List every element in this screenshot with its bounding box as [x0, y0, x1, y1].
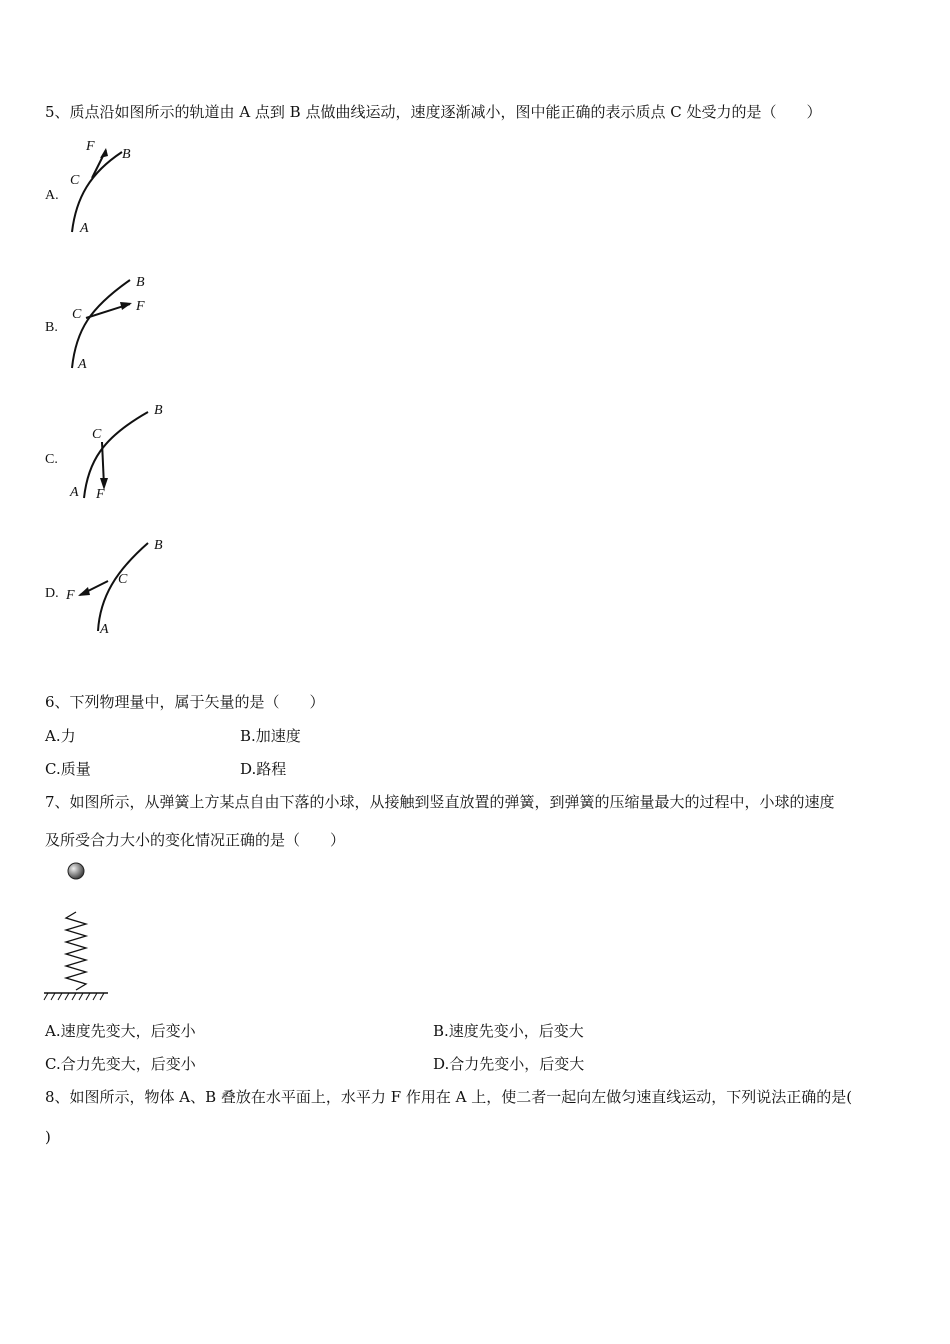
label-f: F	[136, 299, 145, 314]
label-f: F	[86, 139, 95, 154]
q5-option-d-label: D.	[45, 586, 59, 601]
force-arrowhead	[120, 302, 132, 310]
label-c: C	[118, 572, 128, 587]
label-b: B	[154, 403, 163, 418]
q5-stem: 5、质点沿如图所示的轨道由 A 点到 B 点做曲线运动，速度逐渐减小，图中能正确的表示质点 C 处受力的是（ ）	[45, 103, 822, 121]
label-c: C	[92, 427, 102, 442]
trajectory-curve	[98, 543, 148, 631]
label-f: F	[66, 588, 75, 603]
label-c: C	[72, 307, 82, 322]
label-b: B	[136, 275, 145, 290]
q7-stem-line1: 7、如图所示，从弹簧上方某点自由下落的小球，从接触到竖直放置的弹簧，到弹簧的压缩量最大的过程中，小球的速度	[45, 793, 835, 811]
q7-option-a: A.速度先变大，后变小	[45, 1022, 196, 1040]
spring-icon	[66, 912, 86, 990]
force-arrowhead	[78, 587, 90, 596]
label-a: A	[70, 485, 79, 500]
q6-option-d: D.路程	[240, 760, 287, 778]
q5-option-b-figure	[60, 270, 160, 370]
q7-option-c: C.合力先变大，后变小	[45, 1055, 196, 1073]
label-f: F	[96, 487, 105, 502]
trajectory-curve	[72, 152, 122, 232]
label-a: A	[100, 622, 109, 637]
q6-stem: 6、下列物理量中，属于矢量的是（ ）	[45, 693, 325, 711]
q8-stem-line1: 8、如图所示，物体 A、B 叠放在水平面上，水平力 F 作用在 A 上，使二者一起向左做匀速直线运动，下列说法正确的是(	[45, 1088, 853, 1106]
q5-option-c-figure	[60, 400, 170, 505]
force-arrowhead	[100, 148, 108, 158]
label-a: A	[80, 221, 89, 236]
label-a: A	[78, 357, 87, 372]
ground-hatch	[44, 993, 104, 1000]
q6-option-b: B.加速度	[240, 727, 301, 745]
q7-stem-line2: 及所受合力大小的变化情况正确的是（ ）	[45, 831, 346, 849]
q5-option-a-figure	[60, 138, 150, 238]
label-c: C	[70, 173, 80, 188]
q6-option-a: A.力	[45, 727, 76, 745]
q7-option-b: B.速度先变小，后变大	[433, 1022, 584, 1040]
label-b: B	[154, 538, 163, 553]
q5-option-d-figure	[60, 535, 170, 640]
q7-option-d: D.合力先变小，后变大	[433, 1055, 585, 1073]
label-b: B	[122, 147, 131, 162]
q5-option-b-label: B.	[45, 320, 58, 335]
q8-stem-line2: )	[45, 1128, 51, 1146]
q7-spring-figure	[40, 858, 120, 1008]
trajectory-curve	[84, 412, 148, 498]
q5-option-c-label: C.	[45, 452, 58, 467]
q6-option-c: C.质量	[45, 760, 91, 778]
ball-icon	[68, 863, 84, 879]
trajectory-curve	[72, 280, 130, 368]
q5-option-a-label: A.	[45, 188, 59, 203]
